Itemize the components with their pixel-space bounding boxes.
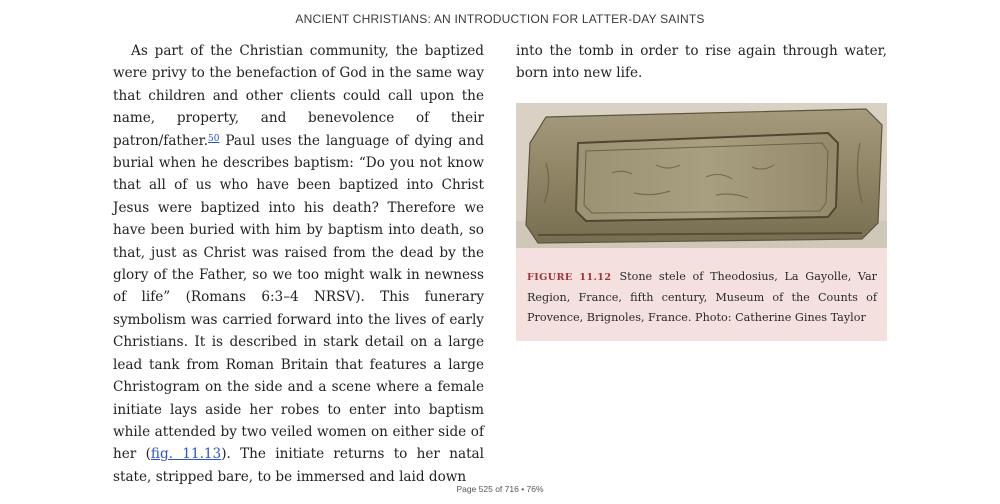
- footnote-link-50[interactable]: 50: [208, 133, 220, 144]
- figure-11-12: [516, 103, 887, 341]
- figure-link[interactable]: fig. 11.13: [150, 446, 222, 463]
- stone-stele-photo: [516, 103, 887, 248]
- caption-text: Stone stele of Theodosius, La Gayolle, Var Region, France, fifth century, Museum of the Counts of Provence, Brignoles, France. Photo: Catherine Gines Taylor: [527, 270, 877, 324]
- left-column: [113, 40, 484, 488]
- paragraph-text-start: As part of the Christian community, the baptized were privy to the benefaction of God in the same way that children and other clients could call upon the name, property, and benevolence of their patron/father.: [113, 43, 484, 149]
- figure-label: FIGURE 11.12: [527, 272, 612, 283]
- right-column: [516, 40, 887, 85]
- continuation-text: into the tomb in order to rise again through water, born into new life.: [516, 43, 887, 82]
- page-status: Page 525 of 716 • 76%: [456, 484, 544, 494]
- stele-illustration: [516, 103, 887, 248]
- figure-caption: [527, 267, 877, 328]
- paragraph-text-middle: Paul uses the language of dying and burial when he describes baptism: “Do you not know that all of us who have been baptized into Christ Jesus were baptized into his death? Therefore we have been buried with him by baptism into death, so that, just as Christ was raised from the dead by the glory of the Father, so we too might walk in newness of life” (Romans 6:3–4 NRSV). This funerary symbolism was carried forward into the lives of early Christians. It is described in stark detail on a large lead tank from Roman Britain that features a large Christogram on the side and a scene where a female initiate lays aside her robes to enter into baptism while attended by two veiled women on either side of her (: [113, 132, 484, 463]
- body-paragraph: [113, 40, 484, 488]
- running-head: ANCIENT CHRISTIANS: AN INTRODUCTION FOR LATTER-DAY SAINTS: [295, 12, 705, 26]
- paragraph-text-end: ). The initiate returns to her natal state, stripped bare, to be immersed and laid down: [113, 446, 484, 485]
